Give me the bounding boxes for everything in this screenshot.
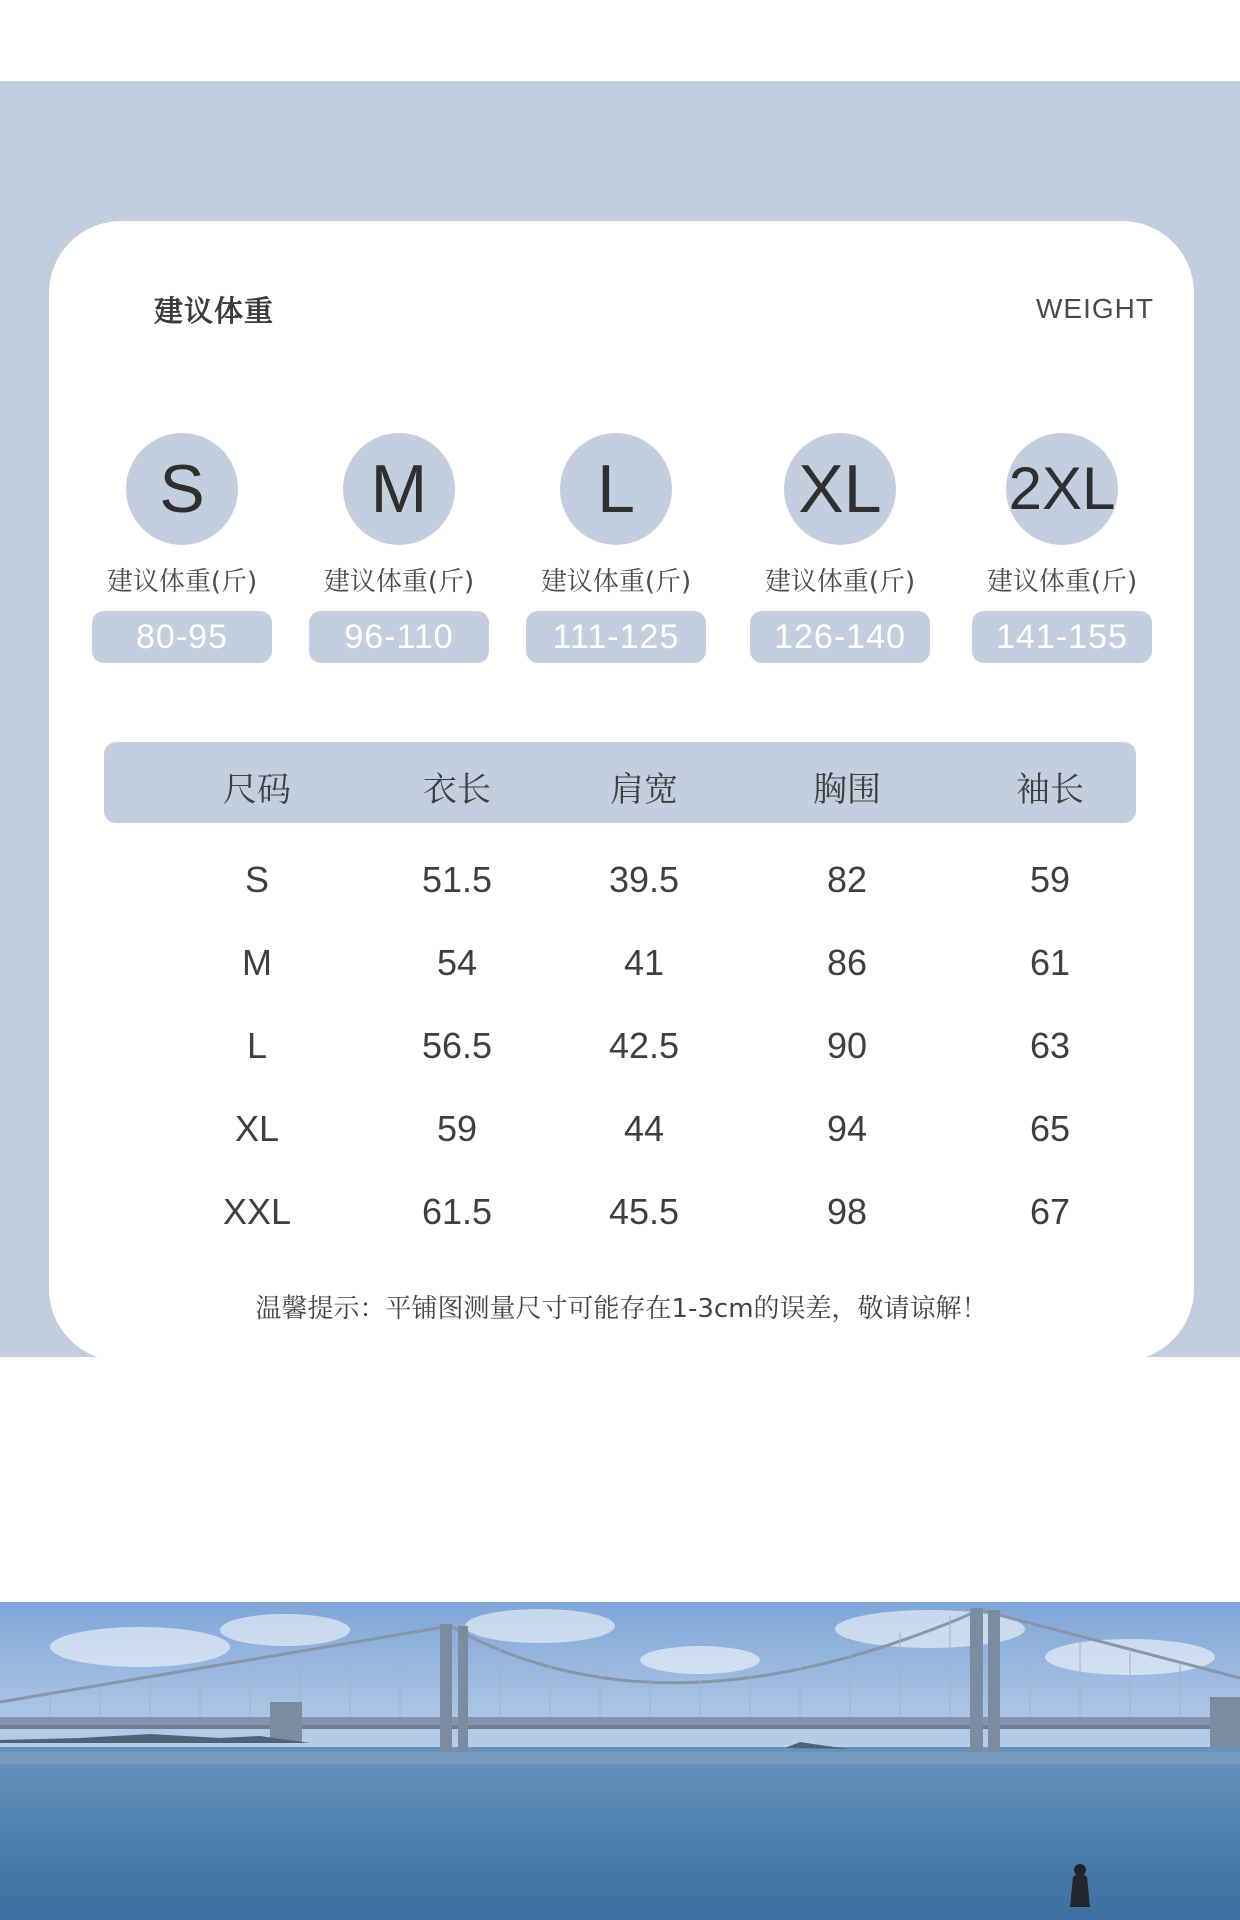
cell-sleeve: 61 <box>1029 942 1071 983</box>
header-size: 尺码 <box>223 770 291 810</box>
cell-sleeve: 63 <box>1029 1025 1071 1066</box>
size-card-xl <box>750 433 930 673</box>
size-circle: L <box>560 433 672 545</box>
cell-size: M <box>242 942 272 983</box>
cell-length: 59 <box>436 1108 478 1149</box>
cell-length: 54 <box>436 942 478 983</box>
size-card-m <box>309 433 489 673</box>
size-subtitle: 建议体重(斤) <box>986 567 1138 597</box>
size-table-header <box>104 742 1136 823</box>
measurement-note: 温馨提示：平铺图测量尺寸可能存在1-3cm的误差，敬请谅解！ <box>255 1294 988 1324</box>
table-row <box>104 924 1136 1007</box>
table-row <box>104 1007 1136 1090</box>
size-subtitle: 建议体重(斤) <box>323 567 475 597</box>
size-subtitle: 建议体重(斤) <box>540 567 692 597</box>
size-table-body <box>104 841 1136 1261</box>
size-circle: XL <box>784 433 896 545</box>
header-length: 衣长 <box>423 770 491 810</box>
size-circle: 2XL <box>1006 433 1118 545</box>
cell-sleeve: 59 <box>1029 859 1071 900</box>
table-row <box>104 841 1136 924</box>
cell-shoulder: 39.5 <box>608 859 680 900</box>
header-shoulder: 肩宽 <box>610 770 678 810</box>
header-chest: 胸围 <box>813 770 881 810</box>
size-card-l <box>526 433 706 673</box>
cell-size: S <box>244 859 269 900</box>
cell-length: 51.5 <box>421 859 493 900</box>
weight-english-label: WEIGHT <box>1036 293 1154 324</box>
cell-sleeve: 67 <box>1029 1191 1071 1232</box>
size-circle: M <box>343 433 455 545</box>
cell-chest: 94 <box>826 1108 868 1149</box>
weight-range: 126-140 <box>750 611 930 663</box>
size-card-s <box>92 433 272 673</box>
weight-range: 96-110 <box>309 611 489 663</box>
middle-white-space <box>0 1357 1240 1602</box>
cell-shoulder: 42.5 <box>608 1025 680 1066</box>
sea <box>0 1747 1240 1920</box>
size-subtitle: 建议体重(斤) <box>764 567 916 597</box>
size-card-2xl <box>972 433 1152 673</box>
weight-range: 141-155 <box>972 611 1152 663</box>
header-sleeve: 袖长 <box>1016 770 1084 810</box>
size-guide-card <box>49 221 1194 1361</box>
size-subtitle: 建议体重(斤) <box>106 567 258 597</box>
horizon-line <box>0 1752 1240 1764</box>
weight-title: 建议体重 <box>154 294 275 328</box>
bridge-deck <box>0 1717 1240 1729</box>
size-circle: S <box>126 433 238 545</box>
table-row <box>104 1090 1136 1173</box>
cell-shoulder: 45.5 <box>608 1191 680 1232</box>
cell-shoulder: 44 <box>623 1108 665 1149</box>
weight-range: 111-125 <box>526 611 706 663</box>
cell-sleeve: 65 <box>1029 1108 1071 1149</box>
bridge-sea-photo <box>0 1602 1240 1920</box>
size-guide-section <box>0 81 1240 1357</box>
cell-chest: 82 <box>826 859 868 900</box>
cell-size: XL <box>234 1108 280 1149</box>
cell-length: 61.5 <box>421 1191 493 1232</box>
cell-chest: 86 <box>826 942 868 983</box>
weight-size-row <box>49 433 1194 673</box>
cell-length: 56.5 <box>421 1025 493 1066</box>
cell-size: L <box>246 1025 268 1066</box>
cell-size: XXL <box>222 1191 292 1232</box>
top-white-space <box>0 0 1240 81</box>
cell-chest: 98 <box>826 1191 868 1232</box>
cell-chest: 90 <box>826 1025 868 1066</box>
table-row <box>104 1173 1136 1256</box>
bridge-illustration <box>0 1602 1240 1920</box>
cell-shoulder: 41 <box>623 942 665 983</box>
weight-range: 80-95 <box>92 611 272 663</box>
